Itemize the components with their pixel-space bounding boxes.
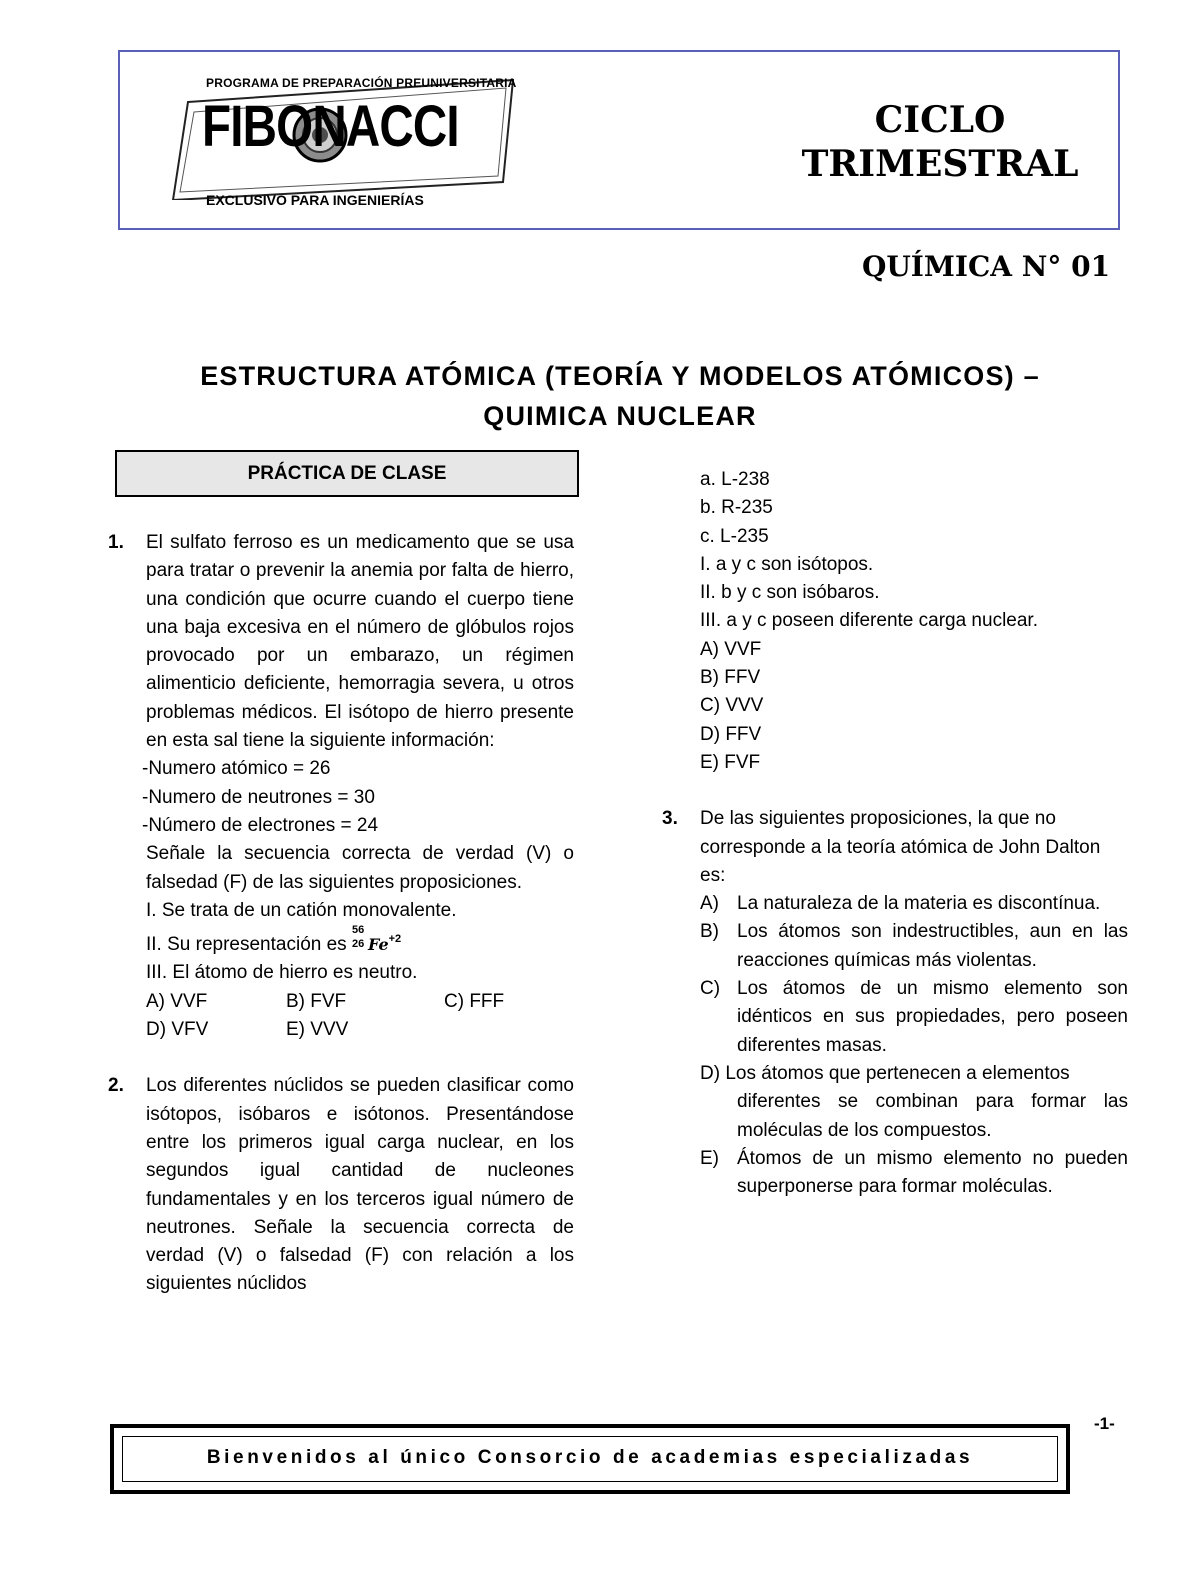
proposition: II. b y c son isóbaros.: [700, 582, 880, 604]
option-a: [700, 890, 1128, 918]
logo-top-text: PROGRAMA DE PREPARACIÓN PREUNIVERSITARIA: [206, 76, 517, 90]
left-column: [108, 529, 574, 1299]
option-label: C): [700, 978, 721, 1000]
nuclide-item: a. L-238: [700, 469, 770, 490]
main-title-line-1: ESTRUCTURA ATÓMICA (TEORÍA Y MODELOS ATÓMICOS) –: [200, 361, 1040, 391]
option-d-first-line: [700, 1060, 1128, 1088]
footer-text: Bienvenidos al único Consorcio de academias especializadas: [122, 1436, 1058, 1482]
question-2-continued: [662, 466, 1128, 777]
proposition: I. Se trata de un catión monovalente.: [146, 899, 457, 921]
option-c: C) FFF: [444, 990, 505, 1012]
nuclide-item: b. R-235: [700, 497, 773, 519]
question-text: El sulfato ferroso es un medicamento que se usa para tratar o prevenir la anemia por falta de hierro, una condición que ocurre cuando el cuerpo tiene una baja excesiva en el número de glóbulos rojos provocado por un embarazo, un régimen alimenticio deficiente, hemorragia severa, u otros problemas médicos. El isótopo de hierro presente en esta sal tiene la siguiente información:: [146, 532, 574, 752]
main-title-line-2: QUIMICA NUCLEAR: [483, 401, 757, 431]
option-c: [700, 975, 1128, 1060]
option-text: Los átomos son indestructibles, aun en las reacciones químicas más violentas.: [737, 921, 1128, 971]
option-a: A) VVF: [146, 990, 208, 1012]
nuclide-notation: [351, 924, 368, 952]
proposition: III. El átomo de hierro es neutro.: [146, 962, 418, 984]
option-text: La naturaleza de la materia es discontínua.: [737, 893, 1101, 915]
option-b: B) FVF: [286, 990, 347, 1012]
option-a: A) VVF: [700, 638, 762, 660]
page-number: -1-: [1094, 1414, 1115, 1433]
option-label: D): [700, 1062, 721, 1084]
option-text: Los átomos que pertenecen a elementos: [725, 1062, 1070, 1084]
question-2: [108, 1072, 574, 1298]
proposition-representation: [146, 925, 574, 959]
question-number: 1.: [108, 532, 124, 553]
practice-label: PRÁCTICA DE CLASE: [115, 450, 579, 497]
question-instruction: Señale la secuencia correcta de verdad (V) o falsedad (F) de las siguientes proposiciones.: [146, 843, 574, 893]
options-row: [146, 1016, 574, 1044]
proposition: I. a y c son isótopos.: [700, 553, 874, 575]
option-label: A): [700, 893, 719, 915]
atomic-number: 26: [351, 938, 365, 951]
subject-number: QUÍMICA N° 01: [862, 250, 1111, 283]
question-text: Los diferentes núclidos se pueden clasificar como isótopos, isóbaros e isótonos. Presentándose entre los primeros igual carga nuclear, en los segundos igual cantidad de nucleones fundamentales y en los terceros igual número de neutrones. Señale la secuencia correcta de verdad (V) o falsedad (F) con relación a los siguientes núclidos: [146, 1075, 574, 1295]
option-e: E) FVF: [700, 751, 761, 773]
cycle-line-1: CICLO: [874, 99, 1006, 141]
option-b: [700, 918, 1128, 975]
logo-bottom-text: EXCLUSIVO PARA INGENIERÍAS: [206, 192, 424, 208]
option-text: Los átomos de un mismo elemento son idénticos en sus propiedades, pero poseen diferentes masas.: [737, 978, 1128, 1056]
proposition-text: II. Su representación es: [146, 934, 347, 956]
option-text-continued: diferentes se combinan para formar las moléculas de los compuestos.: [737, 1091, 1128, 1141]
option-label: E): [700, 1147, 719, 1169]
nuclide-item: c. L-235: [700, 525, 769, 547]
option-d: D) VFV: [146, 1019, 209, 1041]
option-c: C) VVV: [700, 695, 764, 717]
cycle-line-2: TRIMESTRAL: [801, 143, 1079, 185]
question-3: [662, 805, 1128, 1201]
proposition: III. a y c poseen diferente carga nuclear.: [700, 610, 1038, 632]
option-label: B): [700, 921, 719, 943]
data-line: -Numero atómico = 26: [142, 758, 331, 780]
option-d: [700, 1060, 1128, 1145]
cycle-title: [760, 98, 1120, 186]
footer-banner: [110, 1424, 1070, 1494]
option-text: Átomos de un mismo elemento no pueden superponerse para formar moléculas.: [737, 1147, 1128, 1198]
question-1: [108, 529, 574, 1044]
option-b: B) FFV: [700, 667, 761, 689]
option-e: E) VVV: [286, 1019, 349, 1041]
mass-number: 56: [351, 924, 365, 937]
data-line: -Número de electrones = 24: [142, 814, 379, 836]
main-title: [100, 356, 1140, 436]
question-number: 2.: [108, 1075, 124, 1097]
element-symbol: Fe: [367, 935, 389, 955]
option-d: D) FFV: [700, 723, 762, 745]
right-column: [662, 466, 1128, 1201]
options-row: [146, 988, 574, 1016]
ion-charge: +2: [388, 933, 402, 946]
question-text: De las siguientes proposiciones, la que no corresponde a la teoría atómica de John Dalton es:: [700, 808, 1101, 886]
question-number: 3.: [662, 808, 678, 830]
fibonacci-logo: [168, 72, 518, 208]
data-line: -Numero de neutrones = 30: [142, 786, 375, 808]
option-e: [700, 1145, 1128, 1202]
logo-main-text: FIBONACCI: [202, 94, 459, 159]
